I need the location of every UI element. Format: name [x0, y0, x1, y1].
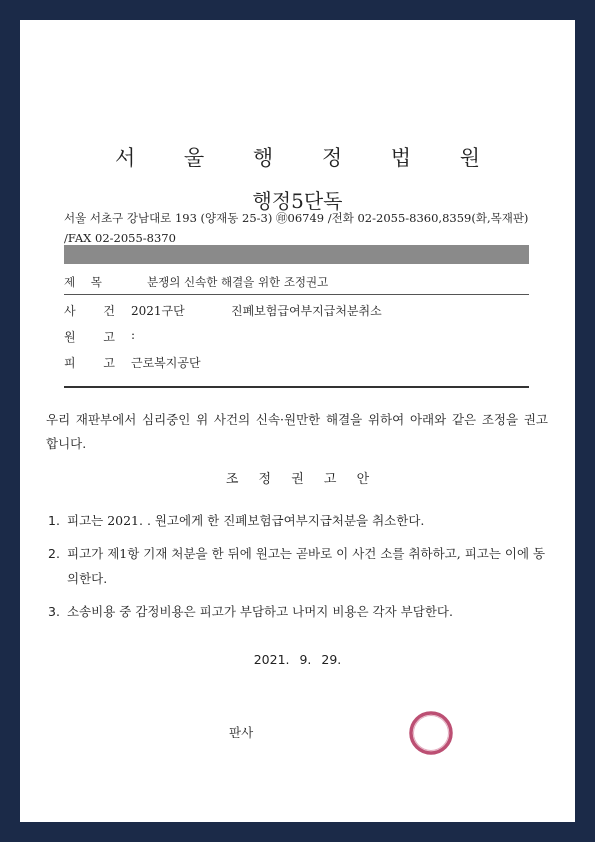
defendant-value: 근로복지공단	[131, 356, 201, 370]
recommendation-heading: 조 정 권 고 안	[225, 472, 378, 487]
item-text: 피고는 2021. . 원고에게 한 진폐보험급여부지급처분을 취소한다.	[67, 513, 425, 528]
case-info	[64, 296, 529, 388]
subject-row	[64, 266, 529, 295]
item-number: 2.	[48, 546, 60, 561]
division-title: 행정5단독	[252, 189, 343, 213]
seal-icon	[407, 709, 455, 757]
plaintiff-label: 원 고	[64, 330, 127, 344]
subject-value: 분쟁의 신속한 해결을 위한 조정권고	[147, 275, 329, 289]
document-date: 2021. 9. 29.	[253, 652, 342, 667]
defendant-label: 피 고	[64, 356, 127, 370]
subject-label: 제 목	[64, 275, 108, 289]
plaintiff-row	[64, 328, 529, 348]
court-name: 서 울 행 정 법 원	[114, 146, 502, 170]
list-item	[48, 599, 548, 624]
defendant-row	[64, 354, 529, 374]
case-row	[64, 302, 529, 322]
item-text: 피고가 제1항 기재 처분을 한 뒤에 원고는 곧바로 이 사건 소를 취하하고, 피고는 이에 동의한다.	[67, 546, 546, 586]
court-address: 서울 서초구 강남대로 193 (양재동 25-3) ㊞06749 /전화 02-2055-8360,8359(화,목재판) /FAX 02-2055-8370	[64, 211, 529, 245]
judge-label: 판사	[229, 725, 254, 740]
document-page	[20, 20, 575, 822]
recommendation-list	[48, 508, 548, 632]
case-label: 사 건	[64, 304, 127, 318]
item-text: 소송비용 중 감정비용은 피고가 부담하고 나머지 비용은 각자 부담한다.	[67, 604, 453, 619]
plaintiff-value: :	[131, 328, 136, 342]
item-number: 3.	[48, 604, 60, 619]
list-item	[48, 508, 548, 533]
case-number: 2021구단	[131, 304, 185, 318]
redacted-band	[64, 245, 529, 264]
item-number: 1.	[48, 513, 60, 528]
list-item	[48, 541, 548, 591]
case-name: 진폐보험급여부지급처분취소	[231, 304, 382, 318]
intro-paragraph: 우리 재판부에서 심리중인 위 사건의 신속·원만한 해결을 위하여 아래와 같은 조정을 권고합니다.	[46, 412, 548, 451]
